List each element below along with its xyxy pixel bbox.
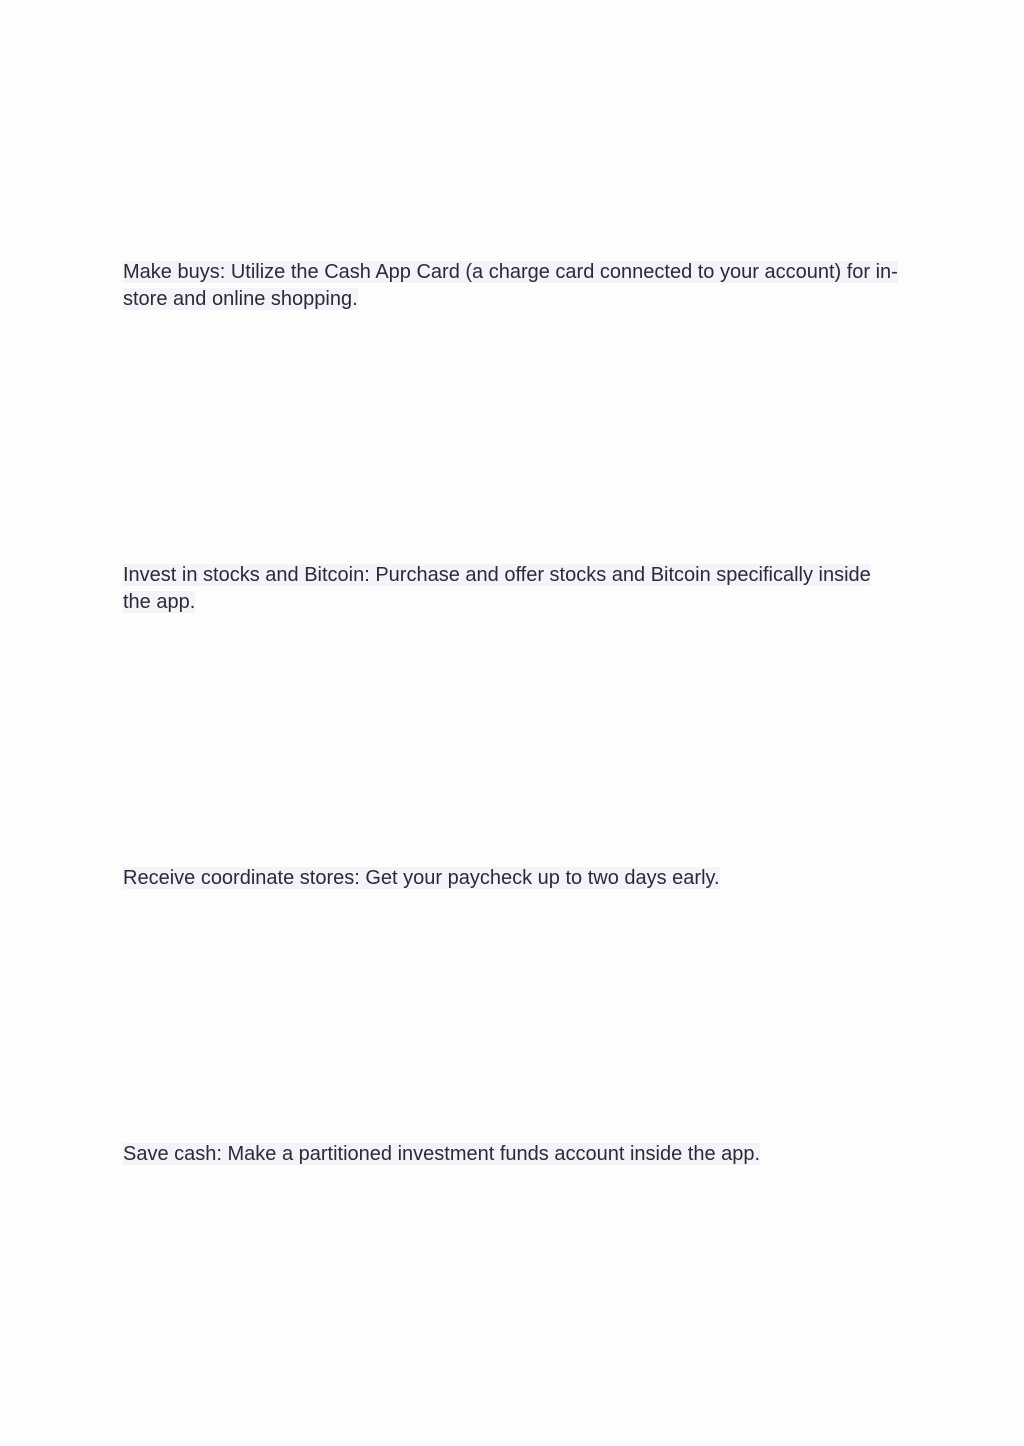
paragraph-text: Invest in stocks and Bitcoin: Purchase and offer stocks and Bitcoin specifically inside the app. bbox=[123, 564, 871, 613]
paragraph-direct-deposit bbox=[123, 865, 903, 892]
paragraph-text: Make buys: Utilize the Cash App Card (a charge card connected to your account) for in-store and online shopping. bbox=[123, 261, 898, 310]
paragraph-text: Receive coordinate stores: Get your paycheck up to two days early. bbox=[123, 867, 720, 889]
paragraph-save-cash bbox=[123, 1141, 903, 1168]
paragraph-invest bbox=[123, 562, 903, 616]
paragraph-text: Save cash: Make a partitioned investment funds account inside the app. bbox=[123, 1143, 761, 1165]
paragraph-make-buys bbox=[123, 259, 903, 313]
